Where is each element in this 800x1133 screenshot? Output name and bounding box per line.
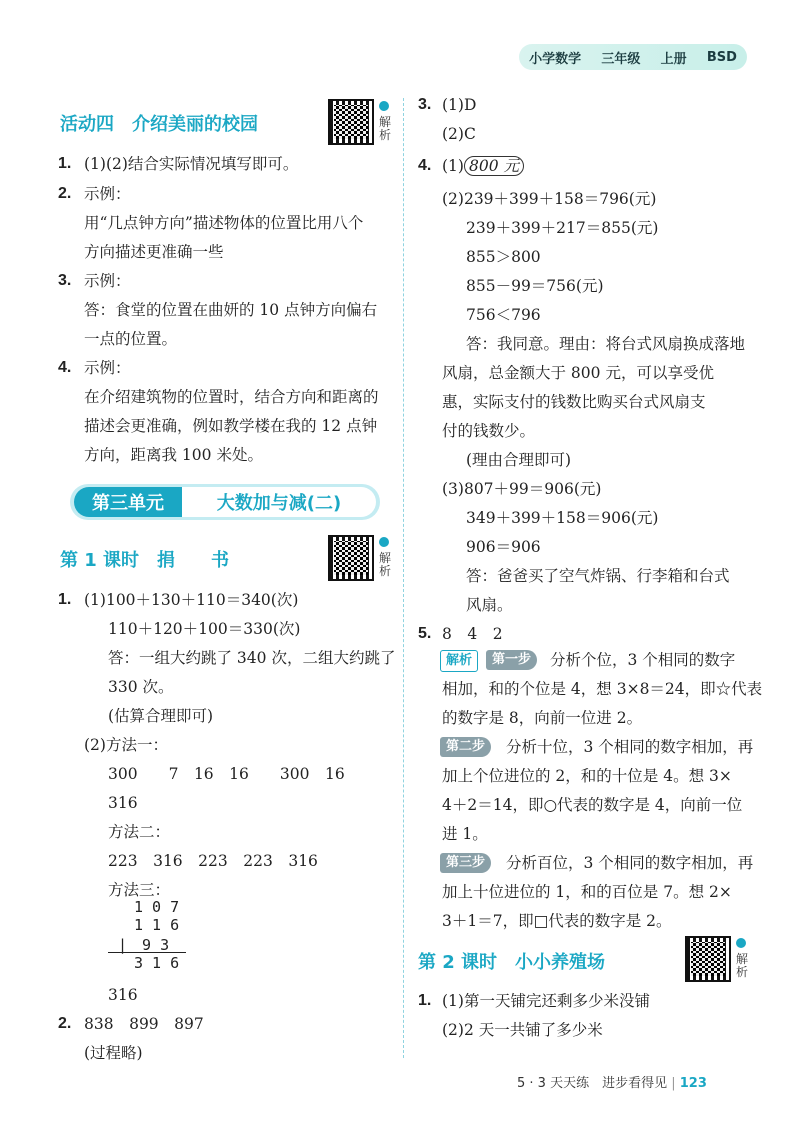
item-number: 3. — [418, 96, 432, 113]
answer-line: 330 次。 — [108, 678, 174, 696]
answer-line: 方法二： — [108, 823, 171, 841]
answer-line: 风扇，总金额大于 800 元，可以享受优 — [442, 364, 714, 382]
answer-line: 方向描述更准确一些 — [84, 243, 224, 261]
answer-line: 239＋399＋217＝855(元) — [466, 219, 659, 237]
answer-line: 316 — [108, 986, 138, 1004]
sum-line — [108, 952, 186, 953]
header-bar — [519, 44, 747, 70]
analysis-line: 分析百位，3 个相同的数字相加，再 — [506, 854, 754, 872]
analysis-line: 分析十位，3 个相同的数字相加，再 — [506, 738, 754, 756]
unit-label: 第三单元 — [74, 487, 182, 517]
answer-line: 示例： — [84, 359, 131, 377]
item-number: 2. — [58, 185, 72, 202]
answer-line: 惠，实际支付的钱数比购买台式风扇支 — [442, 393, 706, 411]
answer-line — [442, 156, 524, 176]
footer: 5 · 3 天天练 进步看得见 | 123 — [517, 1076, 707, 1091]
item-number: 1. — [418, 992, 432, 1009]
answer-line: 描述会更准确，例如教学楼在我的 12 点钟 — [84, 417, 378, 435]
answer-line: 示例： — [84, 272, 131, 290]
step-tag: 第二步 — [440, 737, 491, 757]
answer-line: 方法三： — [108, 881, 171, 899]
section-title-activity4: 活动四 介绍美丽的校园 — [60, 114, 258, 135]
analysis-line: 4＋2＝14，即○代表的数字是 4，向前一位 — [442, 796, 743, 814]
answer-line: (2)方法一： — [84, 736, 168, 754]
item-number: 4. — [58, 359, 72, 376]
item-number: 3. — [58, 272, 72, 289]
answer-line: (1)D — [442, 96, 477, 114]
answer-line: 风扇。 — [466, 596, 513, 614]
answer-line: 838 899 897 — [84, 1015, 204, 1033]
header-subject: 小学数学 — [529, 51, 582, 67]
unit-title: 大数加与减(二) — [182, 487, 376, 517]
vertical-row: 1 0 7 — [134, 898, 180, 916]
analysis-line: 的数字是 8，向前一位进 2。 — [442, 709, 643, 727]
answer-line: 用“几点钟方向”描述物体的位置比用八个 — [84, 214, 364, 232]
answer-line: 答：食堂的位置在曲妍的 10 点钟方向偏右 — [84, 301, 378, 319]
analysis-line: 分析个位，3 个相同的数字 — [550, 651, 736, 669]
arrow-icon — [379, 101, 389, 111]
answer-line: 223 316 223 223 316 — [108, 852, 318, 870]
analysis-line: 加上十位进位的 1，和的百位是 7。想 2× — [442, 883, 732, 901]
analysis-line: 3＋1＝7，即□代表的数字是 2。 — [442, 912, 672, 930]
page-number: 123 — [679, 1076, 707, 1091]
header-term: 上册 — [660, 51, 687, 67]
item-number: 1. — [58, 591, 72, 608]
answer-line: 349＋399＋158＝906(元) — [466, 509, 659, 527]
qr-label: 解析 — [379, 115, 392, 142]
answer-line: (2)2 天一共铺了多少米 — [442, 1021, 603, 1039]
answer-line: 一点的位置。 — [84, 330, 178, 348]
step-tag: 第三步 — [440, 853, 491, 873]
header-edition: BSD — [706, 49, 737, 65]
circled-answer: 800 元 — [464, 156, 524, 176]
answer-line: 答：一组大约跳了 340 次，二组大约跳了 — [108, 649, 396, 667]
analysis-tag: 解析 — [440, 650, 478, 672]
answer-line: 855－99＝756(元) — [466, 277, 604, 295]
qr-code-icon[interactable] — [685, 936, 731, 982]
item-number: 4. — [418, 157, 432, 174]
analysis-line: 加上个位进位的 2，和的十位是 4。想 3× — [442, 767, 732, 785]
answer-line: (过程略) — [84, 1044, 143, 1062]
answer-line: 8 4 2 — [442, 625, 503, 643]
answer-line: (1)第一天铺完还剩多少米没铺 — [442, 992, 650, 1010]
answer-line: 316 — [108, 794, 138, 812]
vertical-row: | 9 3 — [118, 936, 170, 954]
qr-code-icon[interactable] — [328, 535, 374, 581]
answer-line: (1)(2)结合实际情况填写即可。 — [84, 155, 299, 173]
answer-line: (理由合理即可) — [466, 451, 572, 469]
answer-line: (1)100＋130＋110＝340(次) — [84, 591, 299, 609]
answer-line: 付的钱数少。 — [442, 422, 536, 440]
qr-code-icon[interactable] — [328, 99, 374, 145]
answer-line: 在介绍建筑物的位置时，结合方向和距离的 — [84, 388, 379, 406]
footer-slogan: 5 · 3 天天练 进步看得见 — [517, 1076, 668, 1091]
header-grade: 三年级 — [601, 51, 641, 67]
analysis-line: 进 1。 — [442, 825, 488, 843]
item-number: 5. — [418, 625, 432, 642]
answer-line: 110＋120＋100＝330(次) — [108, 620, 301, 638]
answer-line: 答：爸爸买了空气炸锅、行李箱和台式 — [466, 567, 730, 585]
answer-line: 855＞800 — [466, 248, 541, 266]
answer-line: 示例： — [84, 185, 131, 203]
qr-label: 解析 — [379, 551, 392, 578]
answer-line: (2)239＋399＋158＝796(元) — [442, 190, 657, 208]
step-tag: 第一步 — [486, 650, 537, 670]
vertical-row: 3 1 6 — [134, 954, 180, 972]
column-divider — [403, 98, 404, 1058]
answer-line: (3)807＋99＝906(元) — [442, 480, 602, 498]
arrow-icon — [736, 938, 746, 948]
item-number: 2. — [58, 1015, 72, 1032]
answer-line: 答：我同意。理由：将台式风扇换成落地 — [466, 335, 746, 353]
item-number: 1. — [58, 155, 72, 172]
lesson-title-2: 第 2 课时 小小养殖场 — [418, 952, 606, 973]
vertical-row: 1 1 6 — [134, 916, 180, 934]
lesson-title-1: 第 1 课时 捐 书 — [60, 550, 230, 571]
qr-label: 解析 — [736, 952, 749, 979]
answer-line: 300 7 16 16 300 16 — [108, 765, 345, 783]
arrow-icon — [379, 537, 389, 547]
answer-line: 906＝906 — [466, 538, 541, 556]
analysis-line: 相加，和的个位是 4，想 3×8＝24，即☆代表 — [442, 680, 763, 698]
answer-line: (2)C — [442, 125, 476, 143]
answer-line: 方向，距离我 100 米处。 — [84, 446, 263, 464]
answer-line: (估算合理即可) — [108, 707, 214, 725]
answer-line: 756＜796 — [466, 306, 541, 324]
answer-prefix: (1) — [442, 157, 464, 175]
